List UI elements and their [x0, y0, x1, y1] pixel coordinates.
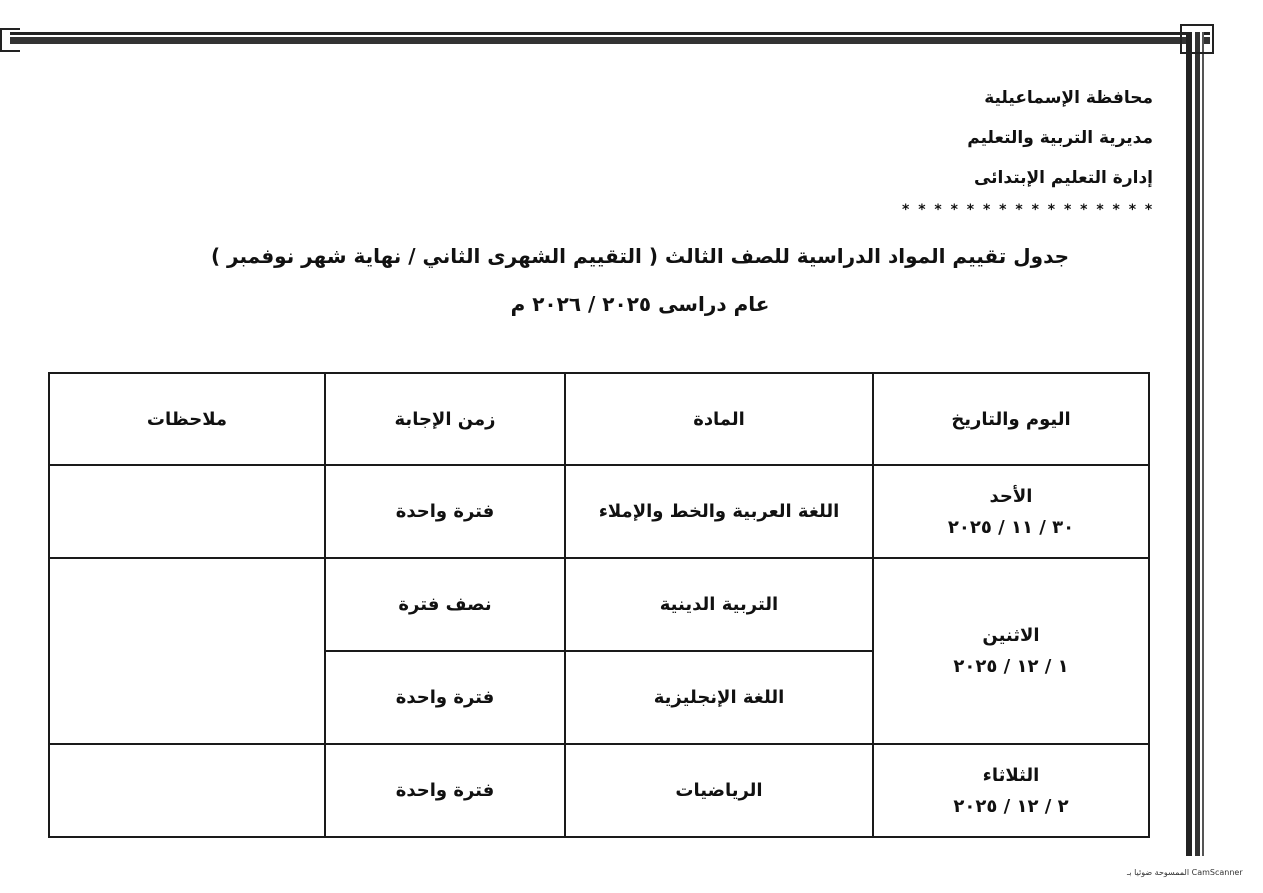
day-name: الثلاثاء	[982, 764, 1040, 786]
page-border-corner-left	[0, 28, 20, 52]
duration-cell: فترة واحدة	[325, 465, 565, 558]
header-duration: زمن الإجابة	[325, 373, 565, 465]
page-bottom-margin	[0, 856, 1263, 893]
day-date-cell	[873, 558, 1149, 744]
page-border-right	[1186, 32, 1204, 858]
header-subject: المادة	[565, 373, 873, 465]
header-separator: * * * * * * * * * * * * * * * *	[902, 202, 1155, 218]
notes-cell	[49, 744, 325, 837]
page-border-corner-right	[1180, 24, 1214, 54]
duration-cell: فترة واحدة	[325, 651, 565, 744]
day-name: الأحد	[989, 485, 1033, 507]
subject-cell: التربية الدينية	[565, 558, 873, 651]
subject-cell: الرياضيات	[565, 744, 873, 837]
subject-cell: اللغة الإنجليزية	[565, 651, 873, 744]
administration-label: إدارة التعليم الإبتدائى	[973, 168, 1153, 188]
table-row	[49, 744, 1149, 837]
scanner-watermark: الممسوحة ضوئيا بـ CamScanner	[1127, 868, 1243, 877]
table-header-row	[49, 373, 1149, 465]
duration-cell: فترة واحدة	[325, 744, 565, 837]
governorate-label: محافظة الإسماعيلية	[984, 88, 1153, 108]
duration-cell: نصف فترة	[325, 558, 565, 651]
page-border-top	[10, 32, 1210, 44]
exam-date: ٣٠ / ١١ / ٢٠٢٥	[947, 516, 1075, 538]
directorate-label: مديرية التربية والتعليم	[967, 128, 1153, 148]
day-date-cell	[873, 744, 1149, 837]
schedule-title: جدول تقييم المواد الدراسية للصف الثالث ( التقييم الشهرى الثاني / نهاية شهر نوفمبر )	[210, 244, 1070, 268]
subject-cell: اللغة العربية والخط والإملاء	[565, 465, 873, 558]
exam-date: ١ / ١٢ / ٢٠٢٥	[953, 656, 1069, 677]
header-day-date: اليوم والتاريخ	[873, 373, 1149, 465]
day-name: الاثنين	[982, 625, 1040, 646]
header-notes: ملاحظات	[49, 373, 325, 465]
academic-year: عام دراسى ٢٠٢٥ / ٢٠٢٦ م	[510, 292, 770, 316]
notes-cell	[49, 465, 325, 558]
exam-date: ٢ / ١٢ / ٢٠٢٥	[953, 795, 1069, 817]
day-date-cell	[873, 465, 1149, 558]
table-row	[49, 465, 1149, 558]
exam-schedule-table	[48, 372, 1150, 838]
table-row	[49, 558, 1149, 651]
notes-cell	[49, 558, 325, 744]
